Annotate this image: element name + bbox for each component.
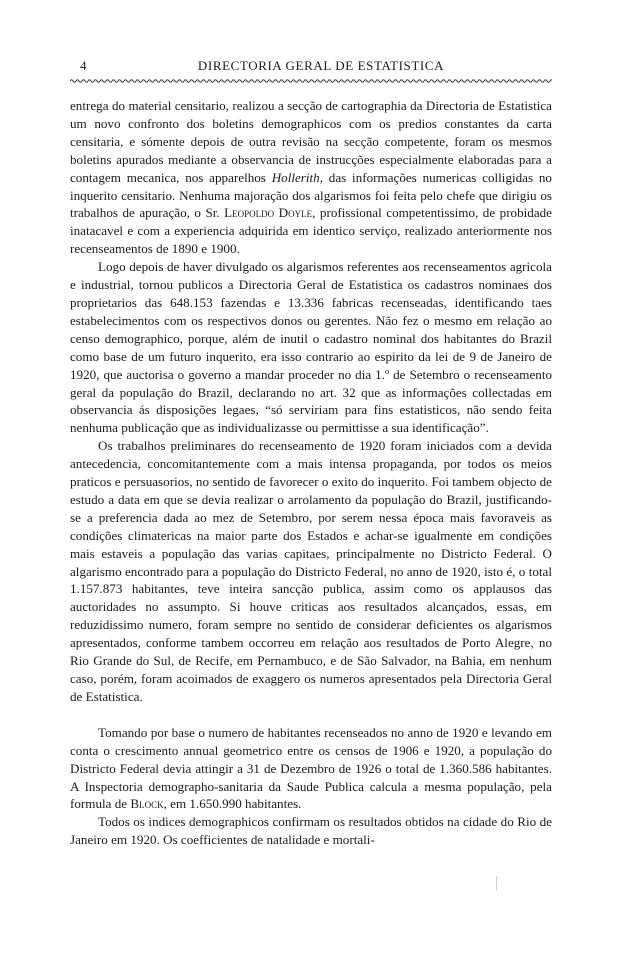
paragraph-continuation: entrega do material censitario, realizou a secção de cartographia da Directoria de Estatistica um novo confronto dos boletins demographicos com os predios constantes da carta censitaria, e sómente depois de outra revisão na secção competente, foram os mesmos boletins apurados mediante a observancia de instrucções especialmente elaboradas para a contagem mecanica, nos apparelhos Hollerith, das informações numericas colligidas no inquerito censitario. Nenhuma majoração dos algarismos foi feita pelo chefe que dirigiu os trabalhos de apuração, o Sr. Leopoldo Doyle, profissional competentissimo, de probidade inatacavel e com a experiencia adquirida em identico serviço, realizado anteriormente nos recenseamentos de 1890 e 1900. — [70, 98, 552, 257]
formula-name: Block — [130, 796, 164, 812]
document-page — [70, 58, 552, 849]
running-title: DIRECTORIA GERAL DE ESTATISTICA — [197, 58, 445, 73]
running-header — [70, 58, 552, 76]
paragraph-populacao-estimada: Tomando por base o numero de habitantes recenseados no anno de 1920 e levando em conta o crescimento annual geometrico entre os censos de 1906 e 1920, a população do Districto Federal devia attingir a 31 de Dezembro de 1926 o total de 1.360.586 habitantes. A Inspectoria demographo-sanitaria da Saude Publica calcula a mesma população, pela formula de Block, em 1.650.990 habitantes. — [70, 724, 552, 812]
body-text — [70, 97, 552, 849]
paragraph-trabalhos-preliminares: Os trabalhos preliminares do recenseamento de 1920 foram iniciados com a devida antecedencia, concomitantemente com a mais intensa propaganda, por todos os meios praticos e persuasorios, no sentido de favorecer o exito do inquerito. Foi tambem objecto de estudo a data em que se devia realizar o arrolamento da população do Brazil, justificando-se a preferencia dada ao mez de Setembro, por serem nessa época mais favoraveis as condições climatericas na maior parte dos Estados e achar-se igualmente em condições mais estaveis a população das varias capitaes, principalmente no Districto Federal. O algarismo encontrado para a população do Districto Federal, no anno de 1920, isto é, o total 1.157.873 habitantes, teve inteira sancção publica, assim como os applausos das auctoridades no assumpto. Si houve criticas aos resultados alcançados, essas, em reduzidissimo numero, foram sempre no sentido de considerar deficientes os algarismos apresentados, conforme tambem occorreu em relação aos resultados de Porto Alegre, no Rio Grande do Sul, de Recife, em Pernambuco, e de São Salvador, na Bahia, em nenhum caso, porém, foram acoimados de exaggero os numeros apresentados pela Directoria Geral de Estatistica. — [70, 438, 552, 704]
margin-mark — [496, 876, 497, 890]
hollerith-term: Hollerith, — [271, 169, 323, 185]
person-name: Leopoldo Doyle — [224, 205, 313, 221]
paragraph-indices: Todos os indices demographicos confirmam os resultados obtidos na cidade do Rio de Janeiro em 1920. Os coefficientes de natalidade e mortali- — [70, 814, 552, 848]
wavy-rule — [70, 77, 552, 85]
page-number: 4 — [80, 58, 88, 73]
paragraph-cadastros: Logo depois de haver divulgado os algarismos referentes aos recenseamentos agricola e industrial, tornou publicos a Directoria Geral de Estatistica os cadastros nominaes dos proprietarios das 648.153 fazendas e 13.336 fabricas recenseadas, identificando taes estabelecimentos com os respectivos donos ou gerentes. Não fez o mesmo em relação ao censo demographico, porque, além de inutil o cadastro nominal dos habitantes do Brazil como base de um futuro inquerito, era isso contrario ao espirito da lei de 9 de Janeiro de 1920, que auctorisa o governo a mandar proceder no dia 1.º de Setembro o recenseamento geral da população do Brazil, declarando no art. 32 que as informações collectadas em observancia ás disposições legaes, “só serviriam para fins estatisticos, não sendo feita nenhuma publicação que as individualizasse ou permittisse a sua identificação”. — [70, 259, 552, 436]
